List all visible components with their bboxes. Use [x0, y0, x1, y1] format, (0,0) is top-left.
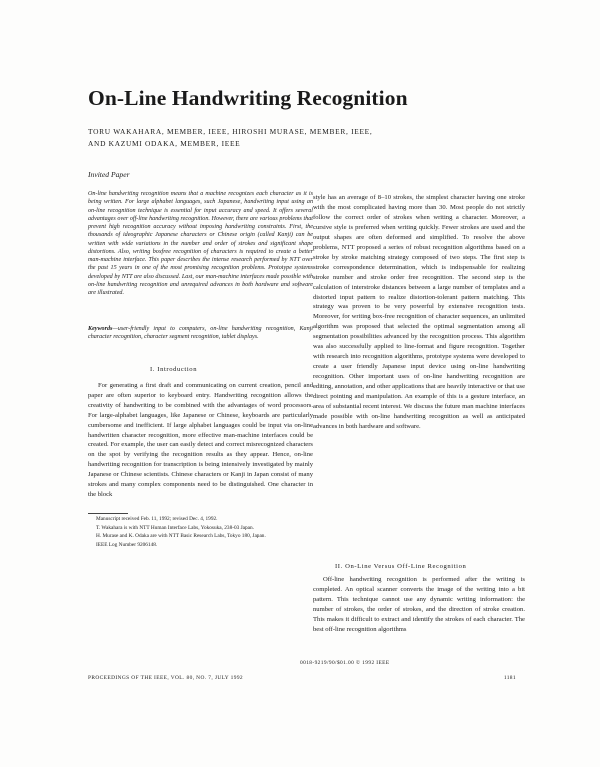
footnote-author-2: H. Murase and K. Odaka are with NTT Basic Research Labs, Tokyo 180, Japan. — [96, 533, 266, 540]
copyright-line: 0018-9219/90/$01.00 © 1992 IEEE — [300, 660, 390, 666]
footnotes — [88, 516, 313, 551]
abstract: On-line handwriting recognition means that a machine recognizes each character as it is being written. For large alphabet languages, such Japanese, handwriting input using an on-line recognition technique is essential for input accuracy and speed. It offers several advantages over off-line handwriting recognition. However, there are various problems that prevent high recognition accuracy without imposing handwriting constraints. First, the thousands of ideographic Japanese characters or Chinese origin (called Kanji) can be written with wide variations in the number and order of strokes and significant shape distortions. Also, writing boxfree recognition of characters is required to create a better man-machine interface. This paper describes the intense research performed by NTT over the past 15 years in one of the most promising recognition problems. Prototype systems developed by NTT are also discussed. Last, our man-machine interfaces made possible with on-line handwriting recognition and unrequired advances in both hardware and software are illustrated. — [88, 191, 313, 296]
keywords-text: —user-friendly input to computers, on-line handwriting recognition, Kanji character recognition, character segment recognition, tablet displays. — [88, 326, 313, 341]
page-number: 1181 — [503, 675, 516, 681]
section-heading-online-vs-offline: II. On-Line Versus Off-Line Recognition — [335, 563, 467, 570]
introduction-body — [88, 381, 313, 500]
author-list — [88, 126, 373, 150]
paper-type-label: Invited Paper — [88, 170, 130, 179]
right-column-paragraph-1: style has an average of 8–10 strokes, the simplest character having one stroke with the most complicated having more than 30. Most people do not strictly follow the correct order of strokes when writing a character. Moreover, a cursive style is preferred when writing quickly. Fewer strokes are used and the output shapes are often deformed and simplified. To resolve the above problems, NTT proposed a series of robust recognition algorithms based on a stroke by stroke matching strategy composed of two steps. The first step is stroke correspondence determination, which is indispensable for realizing stroke number and stroke order free recognition. The second step is the calculation of interstroke distances between a large number of templates and a distorted input pattern to realize distortion-tolerant pattern matching. This strategy was proven to be very powerful by extensive recognition tests. Moreover, for writing box-free recognition of character sequences, an unlimited algorithm was proposed that selected the optimal segmentation among all segmentation possibilities advanced by the recognition process. This algorithm was also successfully applied to line-format and figure recognition. Together with research into recognition algorithms, prototype systems were developed to create a user friendly Japanese input device using on-line handwriting recognition. Other important uses of on-line handwriting recognition are editing, annotation, and other applications that are heavily interactive or that use direct pointing and manipulation. An example of this is a gesture interface, an area of substantial recent interest. We discuss the future man machine interfaces made possible with on-line handwriting recognition as well as anticipated advances in both hardware and software. — [313, 194, 525, 430]
section2-paragraph: Off-line handwriting recognition is performed after the writing is completed. An optical scanner converts the image of the writing into a bit pattern. This technique cannot use any dynamic writing information: the number of strokes, the order of strokes, and the direction of stroke creation. This makes it difficult to extract and identify the strokes of each character. The best off-line recognition algorithms — [313, 576, 525, 633]
keywords-label: Keywords — [88, 326, 113, 332]
paper-title: On-Line Handwriting Recognition — [88, 86, 408, 110]
author-line-1: TORU WAKAHARA, MEMBER, IEEE, HIROSHI MURASE, MEMBER, IEEE, — [88, 127, 373, 136]
author-line-2: AND KAZUMI ODAKA, MEMBER, IEEE — [88, 139, 241, 148]
footnote-received: Manuscript received Feb. 11, 1992; revised Dec. 4, 1992. — [96, 516, 218, 522]
section-heading-introduction: I. Introduction — [150, 366, 198, 373]
right-column-body — [313, 193, 525, 432]
footnote-rule — [88, 513, 128, 514]
journal-citation: PROCEEDINGS OF THE IEEE, VOL. 80, NO. 7, JULY 1992 — [88, 675, 244, 681]
introduction-paragraph: For generating a first draft and communicating on current creation, pencil and paper are often superior to keyboard entry. Handwriting recognition allows the creativity of handwriting to be combined with the advantages of word processors. For large-alphabet languages, like Japanese or Chinese, keyboards are particularly cumbersome and inefficient. If large alphabet languages could be input via on-line handwritten character recognition, more effective man-machine interfaces could be created. For example, the user can easily detect and correct misrecognized characters on the spot by verifying the recognition results as they appear. Hence, on-line handwriting recognition for transcription is being intensively investigated by mainly Japanese or Chinese scientists. Chinese characters or Kanji in Japan consist of many strokes and many complex components need to be distinguished. One character in the block — [88, 382, 313, 498]
keywords — [88, 325, 313, 342]
section2-body — [313, 575, 525, 634]
footnote-author-1: T. Wakahara is with NTT Human Interface Labs, Yokosuka, 238-03 Japan. — [96, 524, 255, 531]
footnote-log-number: IEEE Log Number 9206148. — [96, 542, 158, 549]
